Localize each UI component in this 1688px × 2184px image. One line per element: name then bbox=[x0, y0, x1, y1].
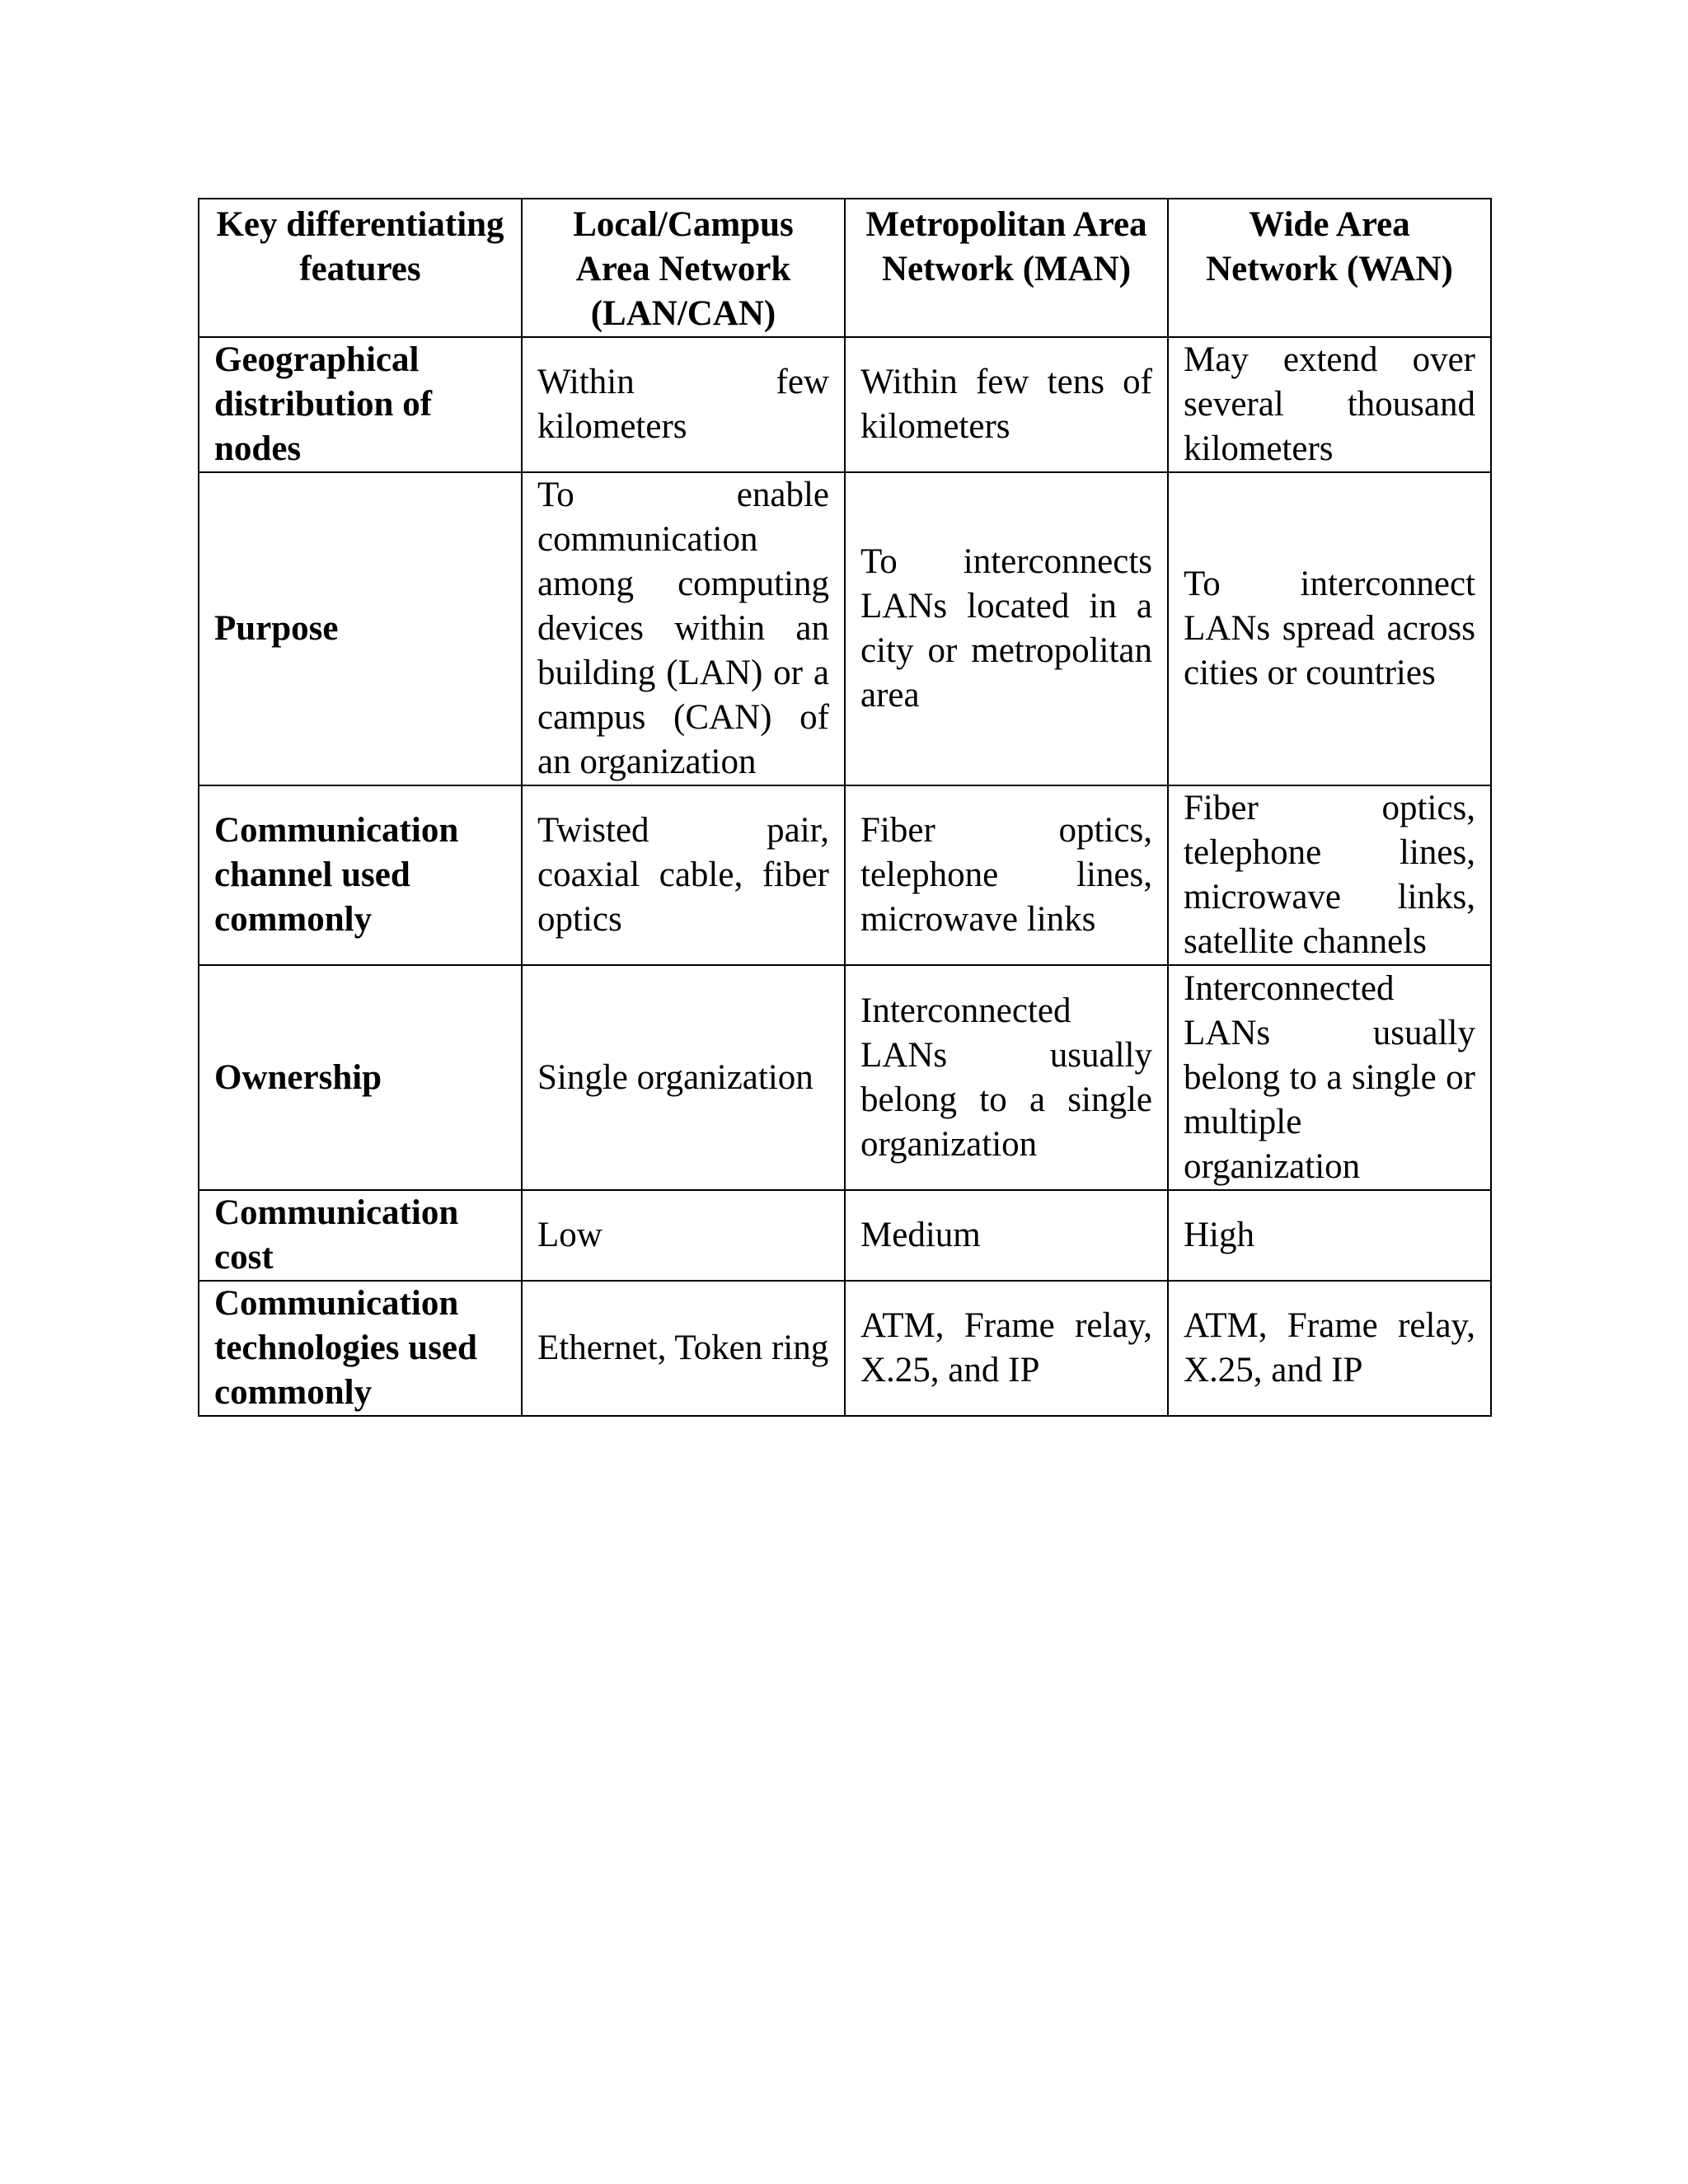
row-feature-label: Purpose bbox=[199, 472, 522, 785]
network-comparison-table bbox=[198, 198, 1492, 1417]
cell-man: Within few tens of kilometers bbox=[845, 337, 1168, 472]
table-row bbox=[199, 785, 1491, 965]
table-row bbox=[199, 1281, 1491, 1416]
cell-lan: Twisted pair, coaxial cable, fiber optics bbox=[522, 785, 845, 965]
row-feature-label: Communication cost bbox=[199, 1190, 522, 1281]
table-row bbox=[199, 337, 1491, 472]
cell-wan: To interconnect LANs spread across cities or countries bbox=[1168, 472, 1491, 785]
row-feature-label: Ownership bbox=[199, 965, 522, 1190]
cell-wan: Fiber optics, telephone lines, microwave links, satellite channels bbox=[1168, 785, 1491, 965]
table-row bbox=[199, 965, 1491, 1190]
table-row bbox=[199, 1190, 1491, 1281]
cell-lan: Single organization bbox=[522, 965, 845, 1190]
table-header-row bbox=[199, 199, 1491, 337]
header-key-features: Key differentiating features bbox=[199, 199, 522, 337]
header-lan-can: Local/Campus Area Network (LAN/CAN) bbox=[522, 199, 845, 337]
cell-wan: May extend over several thousand kilometers bbox=[1168, 337, 1491, 472]
cell-wan: ATM, Frame relay, X.25, and IP bbox=[1168, 1281, 1491, 1416]
cell-wan: High bbox=[1168, 1190, 1491, 1281]
header-man: Metropolitan Area Network (MAN) bbox=[845, 199, 1168, 337]
table-row bbox=[199, 472, 1491, 785]
cell-lan: To enable communication among computing devices within an building (LAN) or a campus (CAN) of an organization bbox=[522, 472, 845, 785]
row-feature-label: Geographical distribution of nodes bbox=[199, 337, 522, 472]
row-feature-label: Communication channel used commonly bbox=[199, 785, 522, 965]
cell-lan: Low bbox=[522, 1190, 845, 1281]
cell-lan: Ethernet, Token ring bbox=[522, 1281, 845, 1416]
cell-wan: Interconnected LANs usually belong to a single or multiple organization bbox=[1168, 965, 1491, 1190]
header-wan: Wide Area Network (WAN) bbox=[1168, 199, 1491, 337]
row-feature-label: Communication technologies used commonly bbox=[199, 1281, 522, 1416]
cell-man: Interconnected LANs usually belong to a single organization bbox=[845, 965, 1168, 1190]
cell-man: ATM, Frame relay, X.25, and IP bbox=[845, 1281, 1168, 1416]
cell-man: Fiber optics, telephone lines, microwave links bbox=[845, 785, 1168, 965]
cell-man: Medium bbox=[845, 1190, 1168, 1281]
cell-lan: Within few kilometers bbox=[522, 337, 845, 472]
cell-man: To interconnects LANs located in a city or metropolitan area bbox=[845, 472, 1168, 785]
